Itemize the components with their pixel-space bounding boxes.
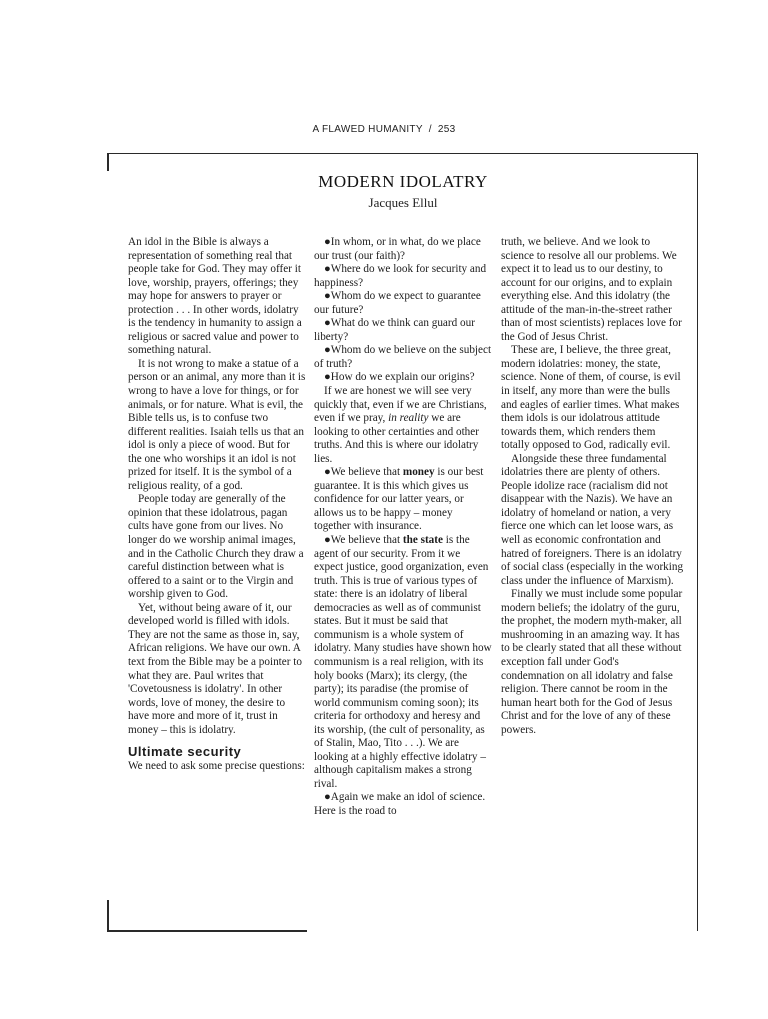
paragraph: An idol in the Bible is always a representation of something real that people take for God. They may offer it love, worship, prayers, offerings; they may hope for answers to prayer or protection . . . In other words, idolatry is the tendency in humanity to assign a religious or sacred value and power to something natural. — [128, 236, 302, 357]
bullet-dot-icon: ● — [324, 317, 331, 330]
bullet-paragraph — [314, 791, 492, 818]
running-head-separator: / — [428, 124, 432, 135]
article-title: MODERN IDOLATRY — [318, 172, 488, 191]
bullet-dot-icon: ● — [324, 534, 331, 547]
emphasis-text: in reality — [388, 412, 429, 425]
frame-left-bottom-tick — [107, 900, 109, 931]
bullet-text: What do we think can guard our liberty? — [314, 317, 475, 343]
bullet-dot-icon: ● — [324, 263, 331, 276]
bullet-text: Where do we look for security and happiness? — [314, 263, 487, 289]
bullet-text: Whom do we believe on the subject of truth? — [314, 344, 492, 370]
paragraph: We need to ask some precise questions: — [128, 759, 305, 772]
bullet-dot-icon: ● — [324, 290, 331, 303]
bullet-dot-icon: ● — [324, 371, 331, 384]
bullet-text: Whom do we expect to guarantee our future? — [314, 290, 481, 316]
frame-left-top-tick — [107, 153, 109, 171]
bullet-dot-icon: ● — [324, 236, 331, 248]
page-number: 253 — [437, 124, 456, 135]
text-run: We believe that — [330, 534, 403, 547]
text-run: If we are honest we will see very quickly that, even if we are Christians, even if we pray, — [314, 385, 487, 425]
bullet-text: How do we explain our origins? — [330, 371, 475, 384]
bullet-question — [314, 371, 492, 385]
text-run: we are looking to other certainties and other truths. And this is where our idolatry lies. — [314, 412, 479, 465]
section-heading: Ultimate security — [128, 744, 242, 760]
text-run: Again we make an idol of science. Here is the road to — [314, 791, 486, 817]
bold-text: money — [402, 466, 435, 479]
text-run: We believe that — [330, 466, 403, 479]
bullet-paragraph — [314, 534, 492, 791]
paragraph — [314, 385, 492, 466]
bullet-question — [314, 263, 492, 290]
article-author: Jacques Ellul — [368, 195, 438, 210]
paragraph: Alongside these three fundamental idolatries there are plenty of others. People idolize race (racialism did not disappear with the Nazis). We have an idolatry of homeland or nation, a very fierce one which can let loose wars, as well as economic confrontation and hatred of foreigners. There is an idolatry of social class (especially in the working class under the influence of Marxism). — [501, 452, 684, 587]
running-head — [0, 124, 768, 135]
bullet-question — [314, 317, 492, 344]
text-column-2 — [314, 236, 492, 819]
paragraph: People today are generally of the opinion that these idolatrous, pagan cults have gone from our lives. No longer do we worship animal images, and in the Catholic Church they draw a careful distinction between what is offered to a saint or to the Virgin and worship given to God. — [128, 493, 304, 601]
paragraph: Finally we must include some popular modern beliefs; the idolatry of the guru, the prophet, the modern myth-maker, all mushrooming in an amazing way. It has to be clearly stated that all these without exception fall under God's condemnation on all idolatry and false religion. There cannot be room in the human heart both for the God of Jesus Christ and for the love of any of these powers. — [501, 588, 683, 736]
running-head-section: A FLAWED HUMANITY — [312, 124, 423, 135]
text-run: is the agent of our security. From it we expect justice, good organization, even truth. This is true of various types of state: there is an idolatry of liberal democracies as well as of communist states. But it must be said that communism is a whole system of idolatry. Many studies have shown how communism is a real religion, with its holy books (Marx); its clergy, (the party); its paradise (the promise of world communism coming soon); its criteria for orthodoxy and heresy and its worship, (the cult of personality, as of Stalin, Mao, Tito . . .). We are looking at a highly effective idolatry – although capitalism makes a strong rival. — [314, 534, 492, 790]
bullet-text: In whom, or in what, do we place our trust (our faith)? — [314, 236, 481, 262]
bullet-dot-icon: ● — [324, 791, 331, 804]
paragraph: Yet, without being aware of it, our developed world is filled with idols. They are not the same as those in, say, African religions. We have our own. A text from the Bible may be a pointer to what they are. Paul writes that 'Covetousness is idolatry'. In other words, love of money, the desire to have more and more of it, trust in money – this is idolatry. — [128, 601, 302, 736]
bullet-question — [314, 344, 492, 371]
bullet-question — [314, 236, 492, 263]
paragraph: It is not wrong to make a statue of a person or an animal, any more than it is wrong to have a love for things, or for animals, or for nature. What is evil, the Bible tells us, is to confuse two different realities. Isaiah tells us that an idol is only a piece of wood. But for the one who worships it an idol is not prized for itself. It is the symbol of a religious reality, of a god. — [128, 357, 306, 492]
paragraph: These are, I believe, the three great, modern idolatries: money, the state, science. None of them, of course, is evil in itself, any more than were the bulls and eagles of earlier times. What makes them idols is our idolatrous attitude towards them, which renders them totally opposed to God, radically evil. — [501, 344, 681, 452]
bullet-dot-icon: ● — [324, 466, 331, 479]
bullet-question — [314, 290, 492, 317]
text-column-3 — [501, 236, 685, 737]
text-run: is our best guarantee. It is this which gives us confidence for our latter years, or allows us to be happy – money together with insurance. — [314, 466, 484, 533]
bullet-paragraph — [314, 466, 492, 534]
bullet-dot-icon: ● — [324, 344, 331, 357]
bold-text: the state — [402, 534, 443, 547]
text-column-1 — [128, 236, 306, 773]
frame-bottom-rule — [107, 930, 307, 932]
paragraph: truth, we believe. And we look to science to resolve all our problems. We expect it to lead us to our destiny, to account for our origins, and to explain everything else. And this idolatry (the attitude of the man-in-the-street rather than of most scientists) replaces love for the God of Jesus Christ. — [501, 236, 682, 343]
